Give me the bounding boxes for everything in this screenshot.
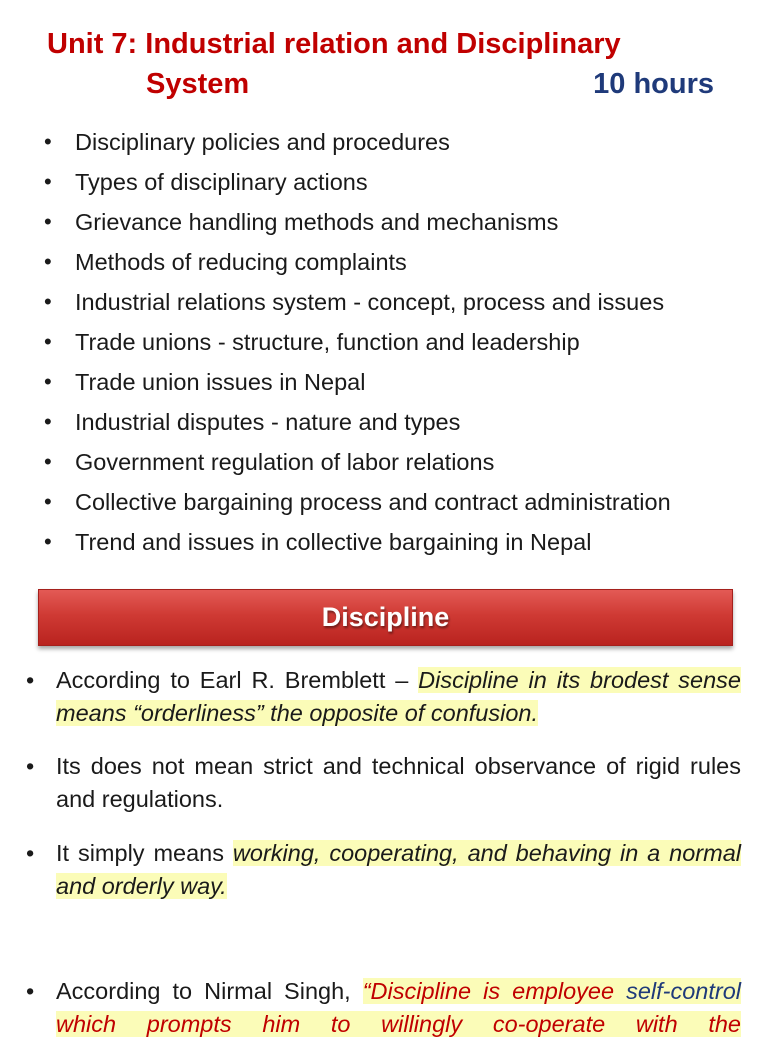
- definition-point: [26, 975, 742, 1041]
- topic-text: Trade unions - structure, function and leadership: [75, 329, 580, 355]
- topic-text: Trend and issues in collective bargaining in Nepal: [75, 529, 592, 555]
- highlighted-quote: Discipline in its brodest sense means “orderliness” the opposite of confusion.: [56, 667, 741, 726]
- topic-text: Methods of reducing complaints: [75, 249, 407, 275]
- bullet-icon: •: [44, 529, 52, 554]
- topic-item: [44, 404, 671, 444]
- point-intro: It simply means: [56, 840, 233, 866]
- topic-item: [44, 164, 671, 204]
- bullet-icon: •: [44, 129, 52, 154]
- point-intro: According to Earl R. Bremblett –: [56, 667, 419, 693]
- bullet-icon: •: [44, 329, 52, 354]
- point-intro: According to Nirmal Singh,: [56, 978, 363, 1004]
- topic-text: Grievance handling methods and mechanisms: [75, 209, 559, 235]
- topic-item: [44, 484, 671, 524]
- topic-text: Industrial disputes - nature and types: [75, 409, 461, 435]
- bullet-icon: •: [44, 489, 52, 514]
- duration-label: 10 hours: [593, 68, 714, 100]
- topic-text: Types of disciplinary actions: [75, 169, 368, 195]
- point-text: Its does not mean strict and technical observance of rigid rules and regulations.: [56, 753, 741, 812]
- bullet-icon: •: [26, 840, 35, 866]
- section-title: Discipline: [321, 602, 450, 632]
- topic-item: [44, 324, 671, 364]
- topic-item: [44, 244, 671, 284]
- topic-text: Government regulation of labor relations: [75, 449, 495, 475]
- bullet-icon: •: [44, 369, 52, 394]
- topic-text: Trade union issues in Nepal: [75, 369, 366, 395]
- highlighted-term: self-control: [626, 978, 742, 1004]
- section-banner: [38, 589, 733, 646]
- definition-point: [26, 750, 741, 816]
- bullet-icon: •: [44, 249, 52, 274]
- bullet-icon: •: [44, 409, 52, 434]
- topic-item: [44, 364, 671, 404]
- bullet-icon: •: [26, 753, 35, 779]
- topic-text: Disciplinary policies and procedures: [75, 129, 450, 155]
- topic-item: [44, 524, 671, 564]
- bullet-icon: •: [44, 169, 52, 194]
- bullet-icon: •: [44, 449, 52, 474]
- topic-text: Collective bargaining process and contract administration: [75, 489, 671, 515]
- bullet-icon: •: [44, 289, 52, 314]
- highlighted-quote: which prompts him to willingly co-operate with the: [56, 1011, 741, 1037]
- bullet-icon: •: [26, 978, 35, 1004]
- highlighted-quote: working, cooperating, and behaving in a normal and orderly way.: [56, 840, 741, 899]
- topic-item: [44, 284, 671, 324]
- topic-item: [44, 124, 671, 164]
- topic-list: [44, 124, 671, 564]
- unit-title: Unit 7: Industrial relation and Disciplinary: [47, 28, 621, 60]
- highlighted-quote: “Discipline is employee: [362, 978, 627, 1004]
- definition-point: [26, 837, 741, 903]
- topic-item: [44, 204, 671, 244]
- bullet-icon: •: [44, 209, 52, 234]
- bullet-icon: •: [26, 667, 35, 693]
- definition-point: [26, 664, 741, 730]
- topic-text: Industrial relations system - concept, process and issues: [75, 289, 665, 315]
- unit-title-continued: System: [146, 68, 250, 100]
- topic-item: [44, 444, 671, 484]
